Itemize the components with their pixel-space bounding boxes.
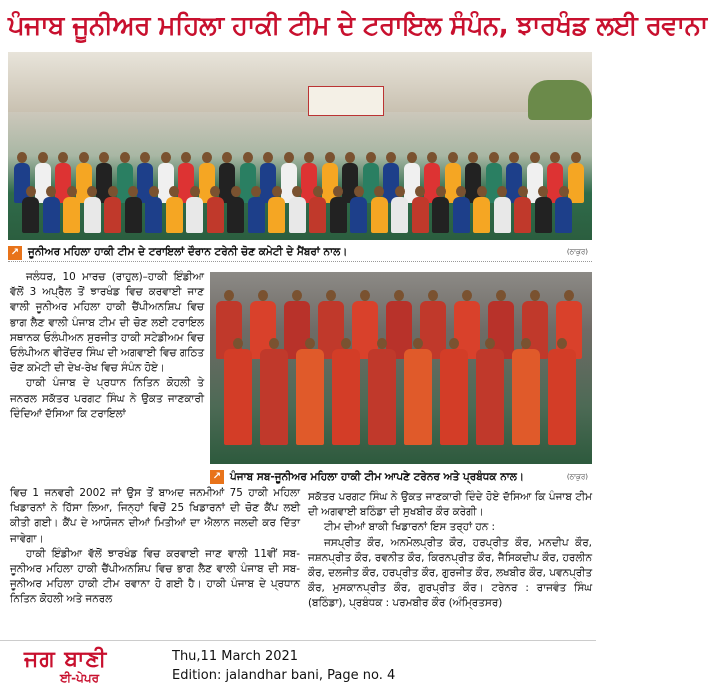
jagbani-logo[interactable] (24, 647, 154, 687)
person-figure (412, 197, 429, 233)
person-head (269, 338, 279, 349)
person-figure (473, 197, 490, 233)
person-figure (125, 197, 142, 233)
person-figure (145, 197, 162, 233)
article-paragraph: ਟੀਮ ਦੀਆਂ ਬਾਕੀ ਖਿਡਾਰਨਾਂ ਇਸ ਤਰ੍ਹਾਂ ਹਨ : (324, 521, 496, 534)
person-head (58, 152, 68, 163)
edition-info: Edition: jalandhar bani, Page no. 4 (172, 668, 396, 683)
person-figure (260, 349, 288, 445)
person-head (231, 186, 241, 197)
article-column-left-lower (10, 486, 300, 608)
caption-arrow-icon: ↗ (8, 246, 22, 260)
person-head (140, 152, 150, 163)
person-figure (494, 197, 511, 233)
person-head (79, 152, 89, 163)
person-head (413, 338, 423, 349)
person-head (345, 152, 355, 163)
person-head (530, 290, 540, 301)
person-figure (371, 197, 388, 233)
person-head (243, 152, 253, 163)
person-head (428, 290, 438, 301)
person-head (497, 186, 507, 197)
person-figure (440, 349, 468, 445)
person-figure (548, 349, 576, 445)
person-head (564, 290, 574, 301)
person-figure (350, 197, 367, 233)
person-figure (289, 197, 306, 233)
article-paragraph: ਹਾਕੀ ਪੰਜਾਬ ਦੇ ਪ੍ਰਧਾਨ ਨਿਤਿਨ ਕੋਹਲੀ ਤੇ ਜਨਰਲ ਸਕੱਤਰ ਪਰਗਟ ਸਿੰਘ ਨੇ ਉਕਤ ਜਾਣਕਾਰੀ ਦਿੰਦਿਆਂ ਦੱਸਿਆ ਕਿ ਟਰਾਇਲਾਂ (10, 377, 204, 420)
person-head (210, 186, 220, 197)
person-figure (568, 163, 584, 203)
person-figure (332, 349, 360, 445)
person-figure (248, 197, 265, 233)
person-head (374, 186, 384, 197)
person-head (341, 338, 351, 349)
person-head (449, 338, 459, 349)
person-head (518, 186, 528, 197)
photo1-credit: (ਠਾਕੁਰ) (566, 248, 588, 256)
person-head (394, 290, 404, 301)
person-head (128, 186, 138, 197)
person-figure (391, 197, 408, 233)
person-head (292, 186, 302, 197)
person-head (38, 152, 48, 163)
photo1-caption-bar (8, 244, 592, 262)
group-photo-subjunior-team (210, 272, 592, 464)
person-head (272, 186, 282, 197)
person-figure (268, 197, 285, 233)
person-figure (63, 197, 80, 233)
person-figure (476, 349, 504, 445)
article-paragraph: ਵਿਚ 1 ਜਨਵਰੀ 2002 ਜਾਂ ਉਸ ਤੋਂ ਬਾਅਦ ਜਨਮੀਆਂ 75 ਹਾਕੀ ਮਹਿਲਾ ਖਿਡਾਰਨਾਂ ਨੇ ਹਿੱਸਾ ਲਿਆ, ਜਿਨ੍ਹਾਂ ਵਿਚੋਂ 25 ਖਿਡਾਰਨਾਂ ਦੀ ਚੋਣ ਕੈਂਪ ਲਈ ਕੀਤੀ ਗਈ। ਕੈਂਪ ਦੇ ਆਯੋਜਨ ਦੀਆਂ ਮਿਤੀਆਂ ਦਾ ਐਲਾਨ ਜਲਦੀ ਕਰ ਦਿੱਤਾ ਜਾਵੇਗਾ। (10, 487, 300, 545)
person-head (377, 338, 387, 349)
person-head (304, 152, 314, 163)
person-head (407, 152, 417, 163)
person-head (333, 186, 343, 197)
photo2-caption-bar (210, 468, 592, 486)
person-head (559, 186, 569, 197)
person-head (87, 186, 97, 197)
person-head (233, 338, 243, 349)
person-head (108, 186, 118, 197)
person-figure (166, 197, 183, 233)
person-head (224, 290, 234, 301)
person-figure (296, 349, 324, 445)
person-head (354, 186, 364, 197)
headline: ਪੰਜਾਬ ਜੂਨੀਅਰ ਮਹਿਲਾ ਹਾਕੀ ਟੀਮ ਦੇ ਟਰਾਇਲ ਸੰਪੰਨ, ਝਾਰਖੰਡ ਲਈ ਰਵਾਨਾ (8, 11, 708, 41)
person-head (462, 290, 472, 301)
person-head (489, 152, 499, 163)
person-head (366, 152, 376, 163)
person-head (222, 152, 232, 163)
person-head (509, 152, 519, 163)
group-photo-trials (8, 52, 592, 240)
person-head (120, 152, 130, 163)
person-figure (368, 349, 396, 445)
epaper-footer (0, 640, 596, 691)
article-column-right (308, 490, 592, 612)
person-head (550, 152, 560, 163)
tree (528, 80, 592, 120)
person-head (326, 290, 336, 301)
person-head (448, 152, 458, 163)
event-banner (308, 86, 384, 116)
person-head (538, 186, 548, 197)
person-head (325, 152, 335, 163)
person-head (386, 152, 396, 163)
person-figure (555, 197, 572, 233)
person-head (427, 152, 437, 163)
person-figure (104, 197, 121, 233)
person-figure (535, 197, 552, 233)
person-figure (84, 197, 101, 233)
person-head (477, 186, 487, 197)
article-paragraph: ਜਲੰਧਰ, 10 ਮਾਰਚ (ਰਾਹੁਲ)–ਹਾਕੀ ਇੰਡੀਆ ਵੱਲੋਂ 3 ਅਪ੍ਰੈਲ ਤੋਂ ਝਾਰਖੰਡ ਵਿਚ ਕਰਵਾਈ ਜਾਣ ਵਾਲੀ ਜੂਨੀਅਰ ਮਹਿਲਾ ਹਾਕੀ ਚੈਂਪੀਅਨਸ਼ਿਪ ਵਿਚ ਭਾਗ ਲੈਣ ਵਾਲੀ ਪੰਜਾਬ ਟੀਮ ਦੀ ਚੋਣ ਲਈ ਟਰਾਇਲ ਸਥਾਨਕ ਓਲੰਪੀਅਨ ਸੁਰਜੀਤ ਹਾਕੀ ਸਟੇਡੀਅਮ ਵਿਚ ਓਲੰਪੀਅਨ ਵੀਰੇਂਦਰ ਸਿੰਘ ਦੀ ਅਗਵਾਈ ਵਿਚ ਗਠਿਤ ਚੋਣ ਕਮੇਟੀ ਦੀ ਦੇਖ-ਰੇਖ ਵਿਚ ਸੰਪੰਨ ਹੋਏ। (10, 271, 204, 375)
person-head (305, 338, 315, 349)
person-head (181, 152, 191, 163)
person-figure (207, 197, 224, 233)
person-figure (224, 349, 252, 445)
article-paragraph: ਹਾਕੀ ਇੰਡੀਆ ਵੱਲੋਂ ਝਾਰਖੰਡ ਵਿਚ ਕਰਵਾਈ ਜਾਣ ਵਾਲੀ 11ਵੀਂ ਸਬ-ਜੂਨੀਅਰ ਮਹਿਲਾ ਹਾਕੀ ਚੈਂਪੀਅਨਸ਼ਿਪ ਵਿਚ ਭਾਗ ਲੈਣ ਵਾਲੀ ਪੰਜਾਬ ਦੀ ਸਬ-ਜੂਨੀਅਰ ਮਹਿਲਾ ਹਾਕੀ ਟੀਮ ਰਵਾਨਾ ਹੋ ਗਈ ਹੈ। ਹਾਕੀ ਪੰਜਾਬ ਦੇ ਪ੍ਰਧਾਨ ਨਿਤਿਨ ਕੋਹਲੀ ਅਤੇ ਜਨਰਲ (10, 547, 300, 606)
person-head (571, 152, 581, 163)
person-head (557, 338, 567, 349)
edition-meta (172, 647, 395, 685)
player-list: ਜਸਪ੍ਰੀਤ ਕੌਰ, ਅਨਮੋਲਪ੍ਰੀਤ ਕੌਰ, ਹਰਪ੍ਰੀਤ ਕੌਰ, ਮਨਦੀਪ ਕੌਰ, ਜਸ਼ਨਪ੍ਰੀਤ ਕੌਰ, ਰਵਨੀਤ ਕੌਰ, ਕਿਰਨਪ੍ਰੀਤ ਕੌਰ, ਜੈਸਿਕਦੀਪ ਕੌਰ, ਹਰਲੀਨ ਕੌਰ, ਦਲਜੀਤ ਕੌਰ, ਹਰਪ੍ਰੀਤ ਕੌਰ, ਗੁਰਜੀਤ ਕੌਰ, ਲਖਬੀਰ ਕੌਰ, ਪਵਨਪ੍ਰੀਤ ਕੌਰ, ਮੁਸਕਾਨਪ੍ਰੀਤ ਕੌਰ, ਗੁਰਪ੍ਰੀਤ ਕੌਰ। ਟਰੇਨਰ : ਰਾਜਵੰਤ ਸਿੰਘ (ਬਠਿੰਡਾ), ਪ੍ਰਬੰਧਕ : ਪਰਮਬੀਰ ਕੌਰ (ਅੰਮ੍ਰਿਤਸਰ) (308, 536, 592, 610)
person-head (202, 152, 212, 163)
person-head (263, 152, 273, 163)
article-paragraph: ਸਕੱਤਰ ਪਰਗਟ ਸਿੰਘ ਨੇ ਉਕਤ ਜਾਣਕਾਰੀ ਦਿੰਦੇ ਹੋਏ ਦੱਸਿਆ ਕਿ ਪੰਜਾਬ ਟੀਮ ਦੀ ਅਗਵਾਈ ਬਠਿੰਡਾ ਦੀ ਸੁਖਬੀਰ ਕੌਰ ਕਰੇਗੀ। (308, 491, 592, 519)
person-head (456, 186, 466, 197)
person-head (313, 186, 323, 197)
person-figure (186, 197, 203, 233)
person-head (251, 186, 261, 197)
person-head (26, 186, 36, 197)
photo2-credit: (ਠਾਕੁਰ) (566, 472, 588, 481)
person-figure (453, 197, 470, 233)
person-head (190, 186, 200, 197)
caption-arrow-icon: ↗ (210, 470, 224, 484)
person-figure (227, 197, 244, 233)
person-head (530, 152, 540, 163)
person-head (415, 186, 425, 197)
person-figure (22, 197, 39, 233)
stadium-building (8, 52, 592, 112)
person-figure (404, 349, 432, 445)
person-figure (309, 197, 326, 233)
person-figure (43, 197, 60, 233)
person-figure (432, 197, 449, 233)
person-head (360, 290, 370, 301)
person-head (46, 186, 56, 197)
person-head (436, 186, 446, 197)
person-head (485, 338, 495, 349)
photo1-caption: ਜੂਨੀਅਰ ਮਹਿਲਾ ਹਾਕੀ ਟੀਮ ਦੇ ਟਰਾਇਲਾਂ ਦੌਰਾਨ ਟਰੇਨੀ ਚੋਣ ਕਮੇਟੀ ਦੇ ਮੈਂਬਰਾਂ ਨਾਲ। (28, 246, 348, 258)
article-column-left (10, 270, 204, 422)
person-head (292, 290, 302, 301)
person-figure (330, 197, 347, 233)
person-head (161, 152, 171, 163)
publish-date: Thu,11 March 2021 (172, 649, 299, 664)
person-head (468, 152, 478, 163)
photo2-caption: ਪੰਜਾਬ ਸਬ-ਜੂਨੀਅਰ ਮਹਿਲਾ ਹਾਕੀ ਟੀਮ ਆਪਣੇ ਟਰੇਨਰ ਅਤੇ ਪ੍ਰਬੰਧਕ ਨਾਲ। (230, 470, 524, 483)
logo-subtitle: ਈ-ਪੇਪਰ (60, 671, 100, 685)
person-head (284, 152, 294, 163)
person-head (149, 186, 159, 197)
logo-title: ਜਗ ਬਾਣੀ (24, 646, 108, 672)
person-head (67, 186, 77, 197)
person-head (395, 186, 405, 197)
person-figure (514, 197, 531, 233)
person-figure (512, 349, 540, 445)
person-head (99, 152, 109, 163)
person-head (17, 152, 27, 163)
person-head (169, 186, 179, 197)
person-head (258, 290, 268, 301)
person-head (496, 290, 506, 301)
person-head (521, 338, 531, 349)
